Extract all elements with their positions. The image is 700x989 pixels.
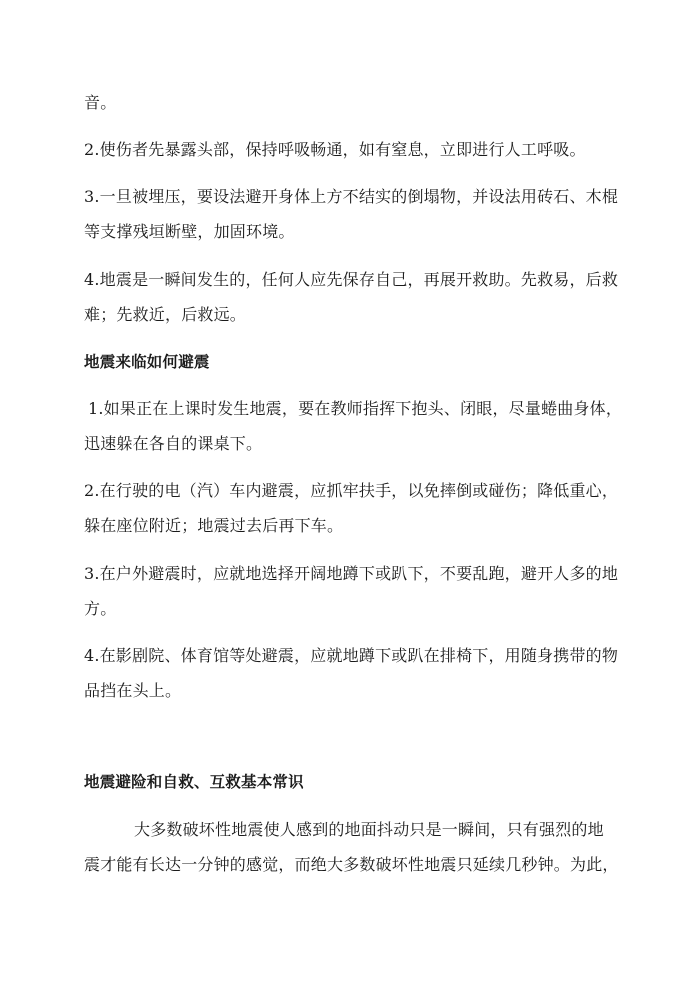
list-item: 1.如果正在上课时发生地震，要在教师指挥下抱头、闭眼，尽量蜷曲身体， bbox=[88, 399, 623, 418]
paragraph-line: 大多数破坏性地震使人感到的地面抖动只是一瞬间，只有强烈的地 bbox=[134, 820, 604, 839]
paragraph-line: 震才能有长达一分钟的感觉，而绝大多数破坏性地震只延续几秒钟。为此， bbox=[84, 855, 619, 874]
list-item-continuation: 等支撑残垣断壁，加固环境。 bbox=[84, 222, 295, 241]
list-item: 4.地震是一瞬间发生的，任何人应先保存自己，再展开救助。先救易，后救 bbox=[84, 270, 619, 289]
section-heading: 地震来临如何避震 bbox=[84, 353, 210, 371]
list-item: 3.在户外避震时，应就地选择开阔地蹲下或趴下，不要乱跑，避开人多的地 bbox=[84, 564, 619, 583]
list-item-continuation: 品挡在头上。 bbox=[84, 681, 182, 700]
list-item: 2.使伤者先暴露头部，保持呼吸畅通，如有窒息，立即进行人工呼吸。 bbox=[84, 140, 586, 159]
list-item-continuation: 迅速躲在各自的课桌下。 bbox=[84, 434, 263, 453]
list-item: 3.一旦被埋压，要设法避开身体上方不结实的倒塌物，并设法用砖石、木棍 bbox=[84, 187, 619, 206]
text-line: 音。 bbox=[84, 93, 117, 112]
list-item: 2.在行驶的电（汽）车内避震，应抓牢扶手，以免摔倒或碰伤；降低重心， bbox=[84, 481, 619, 500]
list-item-continuation: 躲在座位附近；地震过去后再下车。 bbox=[84, 516, 344, 535]
list-item: 4.在影剧院、体育馆等处避震，应就地蹲下或趴在排椅下，用随身携带的物 bbox=[84, 646, 619, 665]
list-item-continuation: 方。 bbox=[84, 599, 117, 618]
list-item-continuation: 难；先救近，后救远。 bbox=[84, 305, 247, 324]
section-heading: 地震避险和自救、互救基本常识 bbox=[84, 773, 304, 791]
